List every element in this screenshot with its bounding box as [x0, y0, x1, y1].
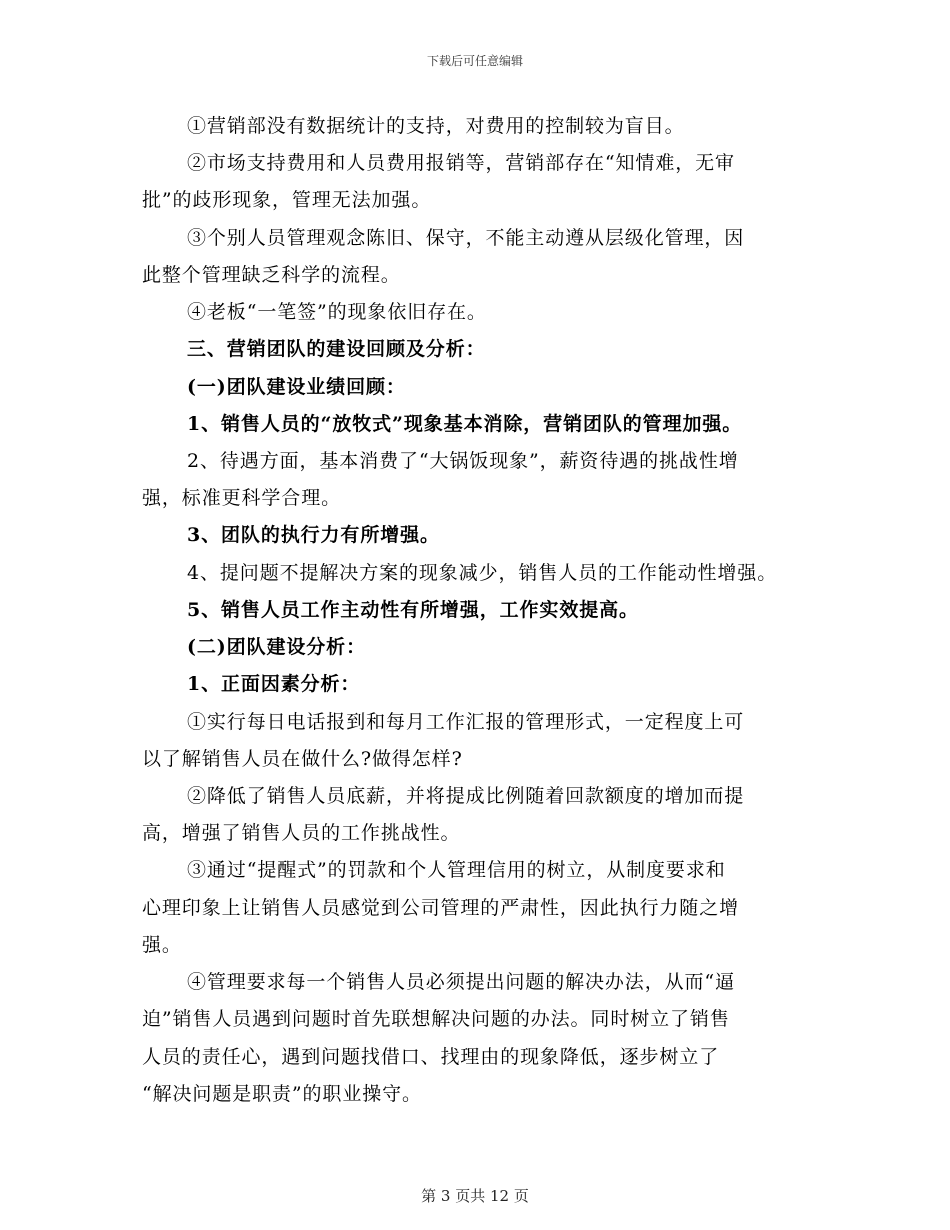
text-line: ①营销部没有数据统计的支持，对费用的控制较为盲目。	[187, 115, 685, 137]
text-line: 批”的歧形现象，管理无法加强。	[142, 189, 432, 211]
text-line: 3、团队的执行力有所增强。	[187, 524, 440, 546]
text-line: 5、销售人员工作主动性有所增强，工作实效提高。	[187, 599, 639, 621]
text-line: 此整个管理缺乏科学的流程。	[142, 264, 401, 286]
text-line: 心理印象上让销售人员感觉到公司管理的严肃性，因此执行力随之增	[142, 897, 740, 919]
text-line: 1、销售人员的“放牧式”现象基本消除，营销团队的管理加强。	[187, 413, 743, 435]
text-line: ③个别人员管理观念陈旧、保守，不能主动遵从层级化管理，因	[187, 227, 745, 249]
page-footer: 第 3 页共 12 页	[421, 1187, 529, 1205]
text-line: 迫”销售人员遇到问题时首先联想解决问题的办法。同时树立了销售	[142, 1008, 730, 1030]
page-header: 下载后可任意编辑	[426, 54, 523, 68]
text-line: ②降低了销售人员底薪，并将提成比例随着回款额度的增加而提	[187, 785, 745, 807]
text-line: ②市场支持费用和人员费用报销等，营销部存在“知情难，无审	[187, 152, 735, 174]
text-line: 强，标准更科学合理。	[142, 487, 342, 509]
subsection-heading: (二)团队建设分析：	[187, 636, 366, 658]
section-heading: 三、营销团队的建设回顾及分析：	[187, 338, 486, 360]
text-line: 1、正面因素分析：	[187, 673, 361, 695]
text-line: 4、提问题不提解决方案的现象减少，销售人员的工作能动性增强。	[187, 562, 778, 584]
text-line: ③通过“提醒式”的罚款和个人管理信用的树立，从制度要求和	[187, 859, 726, 881]
text-line: ④老板“一笔签”的现象依旧存在。	[187, 301, 487, 323]
text-line: 强。	[142, 934, 182, 956]
text-line: 2、待遇方面，基本消费了“大锅饭现象”，薪资待遇的挑战性增	[187, 450, 739, 472]
subsection-heading: (一)团队建设业绩回顾：	[187, 376, 406, 398]
text-line: ①实行每日电话报到和每月工作汇报的管理形式，一定程度上可	[187, 711, 745, 733]
text-line: ④管理要求每一个销售人员必须提出问题的解决办法，从而“逼	[187, 971, 735, 993]
text-line: “解决问题是职责”的职业操守。	[142, 1083, 422, 1105]
text-line: 高，增强了销售人员的工作挑战性。	[142, 822, 461, 844]
text-line: 人员的责任心，遇到问题找借口、找理由的现象降低，逐步树立了	[142, 1046, 720, 1068]
text-line: 以了解销售人员在做什么?做得怎样?	[142, 748, 463, 770]
